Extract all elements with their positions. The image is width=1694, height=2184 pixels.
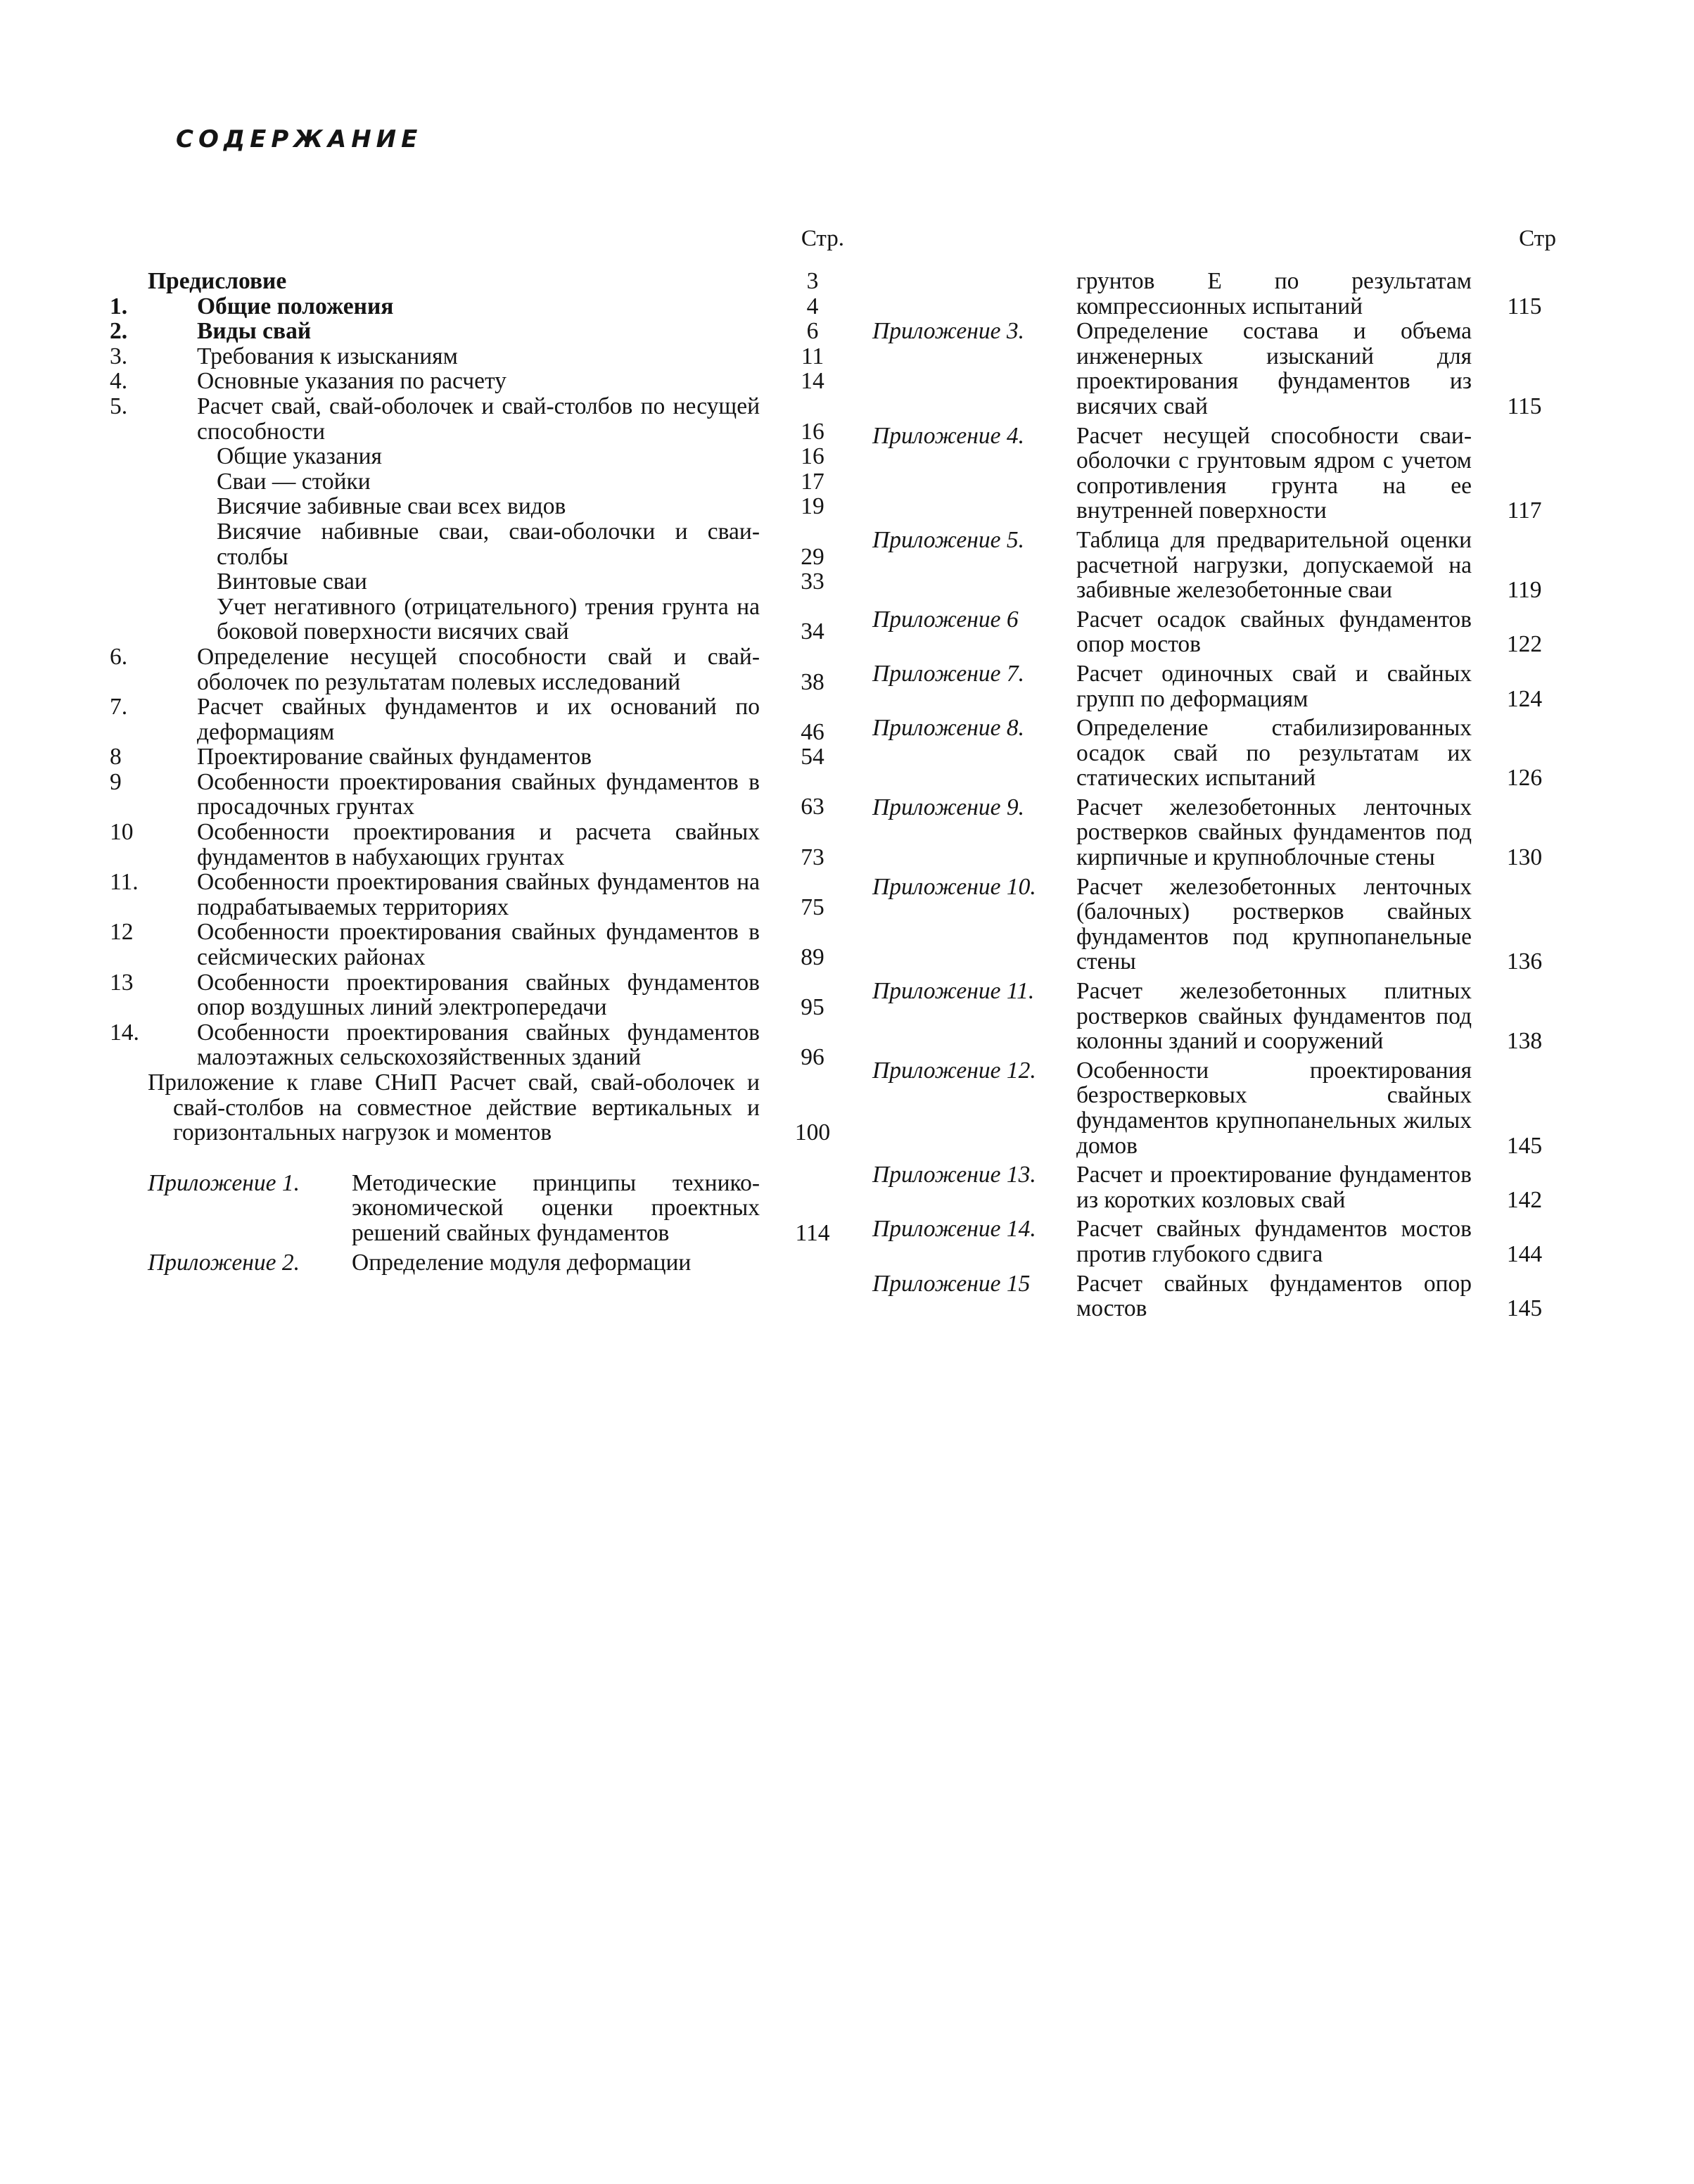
toc-appendix-title: Методические принципы технико-экономической оценки проектных решений свайных фундаментов — [352, 1169, 760, 1246]
toc-appendix-label: Приложение 8. — [872, 715, 1024, 742]
toc-entry-title: Приложение к главе СНиП Расчет свай, свай-оболочек и свай-столбов на совместное действие вертикальных и горизонтальных нагрузок и моментов — [148, 1069, 760, 1146]
toc-page-number: 29 — [801, 543, 824, 570]
toc-right-column — [872, 227, 1556, 1326]
toc-entry-number: 5. — [110, 393, 128, 419]
toc-entry — [110, 819, 844, 870]
toc-entry — [110, 744, 844, 770]
toc-entry — [110, 969, 844, 1021]
toc-entry-title: Сваи — стойки — [217, 468, 371, 495]
toc-entry-body — [110, 318, 760, 345]
toc-appendix-title: Расчет свайных фундаментов опор мостов — [1076, 1270, 1472, 1322]
toc-page-number: 3 — [806, 268, 819, 294]
toc-entry-title: Определение несущей способности свай и свай-оболочек по результатам полевых исследований — [197, 643, 760, 695]
toc-entry-body — [110, 1019, 760, 1071]
toc-appendix-list — [872, 319, 1556, 1321]
toc-entry-body — [110, 343, 760, 369]
toc-appendix-label: Приложение 6 — [872, 606, 1019, 633]
toc-appendix-entry — [872, 424, 1556, 523]
toc-entry-number: 13 — [110, 969, 134, 996]
toc-entry-body — [110, 393, 760, 445]
toc-appendix-entry — [872, 528, 1556, 603]
toc-appendix-label: Приложение 11. — [872, 978, 1035, 1005]
toc-appendix-entry — [872, 661, 1556, 711]
toc-left-column — [110, 226, 844, 1279]
toc-page-number: 96 — [801, 1044, 824, 1071]
toc-appendix-label: Приложение 2. — [148, 1249, 300, 1276]
toc-appendix-entry — [872, 1271, 1556, 1321]
toc-page-number: 17 — [801, 468, 824, 495]
toc-page-number: 130 — [1506, 844, 1543, 871]
toc-appendix-title: Расчет и проектирование фундаментов из коротких козловых свай — [1076, 1162, 1472, 1213]
toc-entry-title: Особенности проектирования свайных фундаментов опор воздушных линий электропередачи — [197, 969, 760, 1021]
toc-entry — [110, 318, 844, 345]
toc-entry-body — [110, 368, 760, 395]
toc-entry-title: Висячие набивные сваи, сваи-оболочки и сваи-столбы — [217, 518, 760, 570]
toc-entry-body — [110, 869, 760, 920]
toc-entry-title: Особенности проектирования свайных фундаментов малоэтажных сельскохозяйственных зданий — [197, 1019, 760, 1071]
toc-entry-body — [148, 1070, 760, 1145]
toc-appendix-entry — [872, 979, 1556, 1054]
toc-page-number: 126 — [1506, 765, 1543, 792]
toc-entry-title: Винтовые сваи — [217, 569, 367, 595]
toc-appendix-title: Определение модуля деформации — [352, 1249, 692, 1276]
page-column-label: Стр — [1519, 226, 1556, 251]
toc-entry-number: 2. — [110, 318, 128, 345]
toc-entry — [110, 393, 844, 445]
toc-appendix-label: Приложение 12. — [872, 1057, 1036, 1084]
toc-appendix-label: Приложение 3. — [872, 318, 1024, 345]
toc-entry — [110, 643, 844, 695]
toc-entry — [148, 444, 844, 469]
toc-entry-title: Требования к изысканиям — [197, 343, 458, 369]
toc-appendix-title: Расчет несущей способности сваи-оболочки с грунтовым ядром с учетом сопротивления грунта на ее внутренней поверхности — [1076, 422, 1472, 524]
toc-page-number: 19 — [801, 493, 824, 520]
toc-page-number: 11 — [801, 343, 824, 369]
toc-appendix-label: Приложение 10. — [872, 873, 1036, 900]
toc-appendix-title: Расчет одиночных свай и свайных групп по деформациям — [1076, 660, 1472, 712]
toc-entry-title: Особенности проектирования свайных фундаментов в сейсмических районах — [197, 919, 760, 971]
toc-entry-body — [110, 293, 760, 319]
toc-appendix-title: Расчет железобетонных ленточных (балочных) ростверков свайных фундаментов под крупнопанельные стены — [1076, 873, 1472, 975]
toc-entry — [110, 694, 844, 745]
toc-appendix-title: Расчет железобетонных ленточных ростверков свайных фундаментов под кирпичные и крупноблочные стены — [1076, 794, 1472, 871]
toc-entry — [110, 869, 844, 920]
toc-page-number: 124 — [1506, 685, 1543, 712]
toc-entry-body — [148, 519, 760, 569]
toc-right-header — [872, 227, 1556, 269]
toc-page-number: 4 — [806, 293, 819, 319]
toc-entry-title: Особенности проектирования и расчета свайных фундаментов в набухающих грунтах — [197, 819, 760, 870]
toc-entry-body — [110, 768, 760, 820]
toc-appendix-entry — [872, 1162, 1556, 1212]
toc-entry-title: Особенности проектирования свайных фундаментов в просадочных грунтах — [197, 768, 760, 820]
toc-entry-number: 12 — [110, 919, 134, 946]
toc-entry-number: 6. — [110, 643, 128, 670]
toc-entry-title: Расчет свай, свай-оболочек и свай-столбов по несущей способности — [197, 393, 760, 445]
toc-appendix-entry — [872, 875, 1556, 974]
toc-page-number: 16 — [801, 443, 824, 470]
toc-entry-title: Общие положения — [197, 293, 394, 319]
toc-entry-title: Общие указания — [217, 443, 382, 470]
toc-entry — [148, 569, 844, 595]
toc-entry-number: 7. — [110, 694, 128, 720]
toc-entry-body — [148, 494, 760, 519]
toc-entry-body — [110, 744, 760, 770]
toc-appendix-title: Особенности проектирования безростверковых свайных фундаментов крупнопанельных жилых домов — [1076, 1057, 1472, 1159]
toc-entry-title: Основные указания по расчету — [197, 368, 507, 395]
toc-entry-number: 10 — [110, 819, 134, 846]
toc-page-number: 95 — [801, 994, 824, 1021]
toc-continuation-text: грунтов E по результатам компрессионных испытаний — [1076, 268, 1472, 319]
toc-page-number: 100 — [794, 1119, 831, 1146]
toc-entry — [148, 519, 844, 569]
toc-appendix-title: Расчет железобетонных плитных ростверков свайных фундаментов под колонны зданий и сооружений — [1076, 978, 1472, 1055]
toc-appendix-entry — [148, 1171, 844, 1246]
toc-appendix-label: Приложение 13. — [872, 1162, 1036, 1188]
toc-page-number: 38 — [801, 668, 824, 695]
toc-appendix-label: Приложение 7. — [872, 660, 1024, 687]
toc-appendix-list — [148, 1171, 844, 1275]
toc-page-number: 122 — [1506, 631, 1543, 658]
toc-page-number: 33 — [801, 569, 824, 595]
toc-page-number: 136 — [1506, 948, 1543, 975]
toc-appendix-entry — [872, 795, 1556, 870]
toc-appendix-title: Расчет осадок свайных фундаментов опор мостов — [1076, 606, 1472, 658]
toc-page-number: 16 — [801, 418, 824, 445]
toc-entry-body — [110, 694, 760, 745]
toc-appendix-label: Приложение 4. — [872, 422, 1024, 449]
toc-appendix-entry — [148, 1250, 844, 1276]
toc-entry-title: Особенности проектирования свайных фундаментов на подрабатываемых территориях — [197, 869, 760, 920]
toc-left-header — [148, 227, 844, 269]
toc-page-number: 117 — [1507, 497, 1542, 524]
toc-entry-number: 9 — [110, 768, 122, 795]
toc-entry-title: Предисловие — [148, 268, 287, 294]
toc-page-number: 14 — [801, 368, 824, 395]
toc-page-number: 54 — [801, 744, 824, 770]
toc-entry-body — [110, 643, 760, 695]
toc-appendix-entry — [872, 716, 1556, 791]
toc-entry — [148, 494, 844, 519]
toc-appendix-title: Определение состава и объема инженерных изысканий для проектирования фундаментов из висячих свай — [1076, 318, 1472, 419]
toc-entry-body — [148, 569, 760, 595]
toc-page-number: 119 — [1507, 577, 1542, 604]
toc-entry-body — [148, 269, 760, 294]
toc-entry-body — [110, 819, 760, 870]
toc-entry — [148, 469, 844, 495]
toc-page-number: 142 — [1506, 1186, 1543, 1213]
toc-entry-number: 11. — [110, 869, 139, 896]
toc-entry — [148, 269, 844, 294]
toc-page-number: 75 — [801, 894, 824, 920]
toc-continuation — [872, 269, 1556, 319]
toc-page-number: 144 — [1506, 1240, 1543, 1267]
toc-entry-body — [148, 469, 760, 495]
toc-appendix-title: Таблица для предварительной оценки расчетной нагрузки, допускаемой на забивные железобетонные сваи — [1076, 526, 1472, 604]
toc-entry — [110, 293, 844, 319]
toc-page-number: 115 — [1507, 293, 1542, 319]
toc-appendix-entry — [872, 319, 1556, 419]
toc-entry-title: Расчет свайных фундаментов и их оснований по деформациям — [197, 694, 760, 745]
toc-entry-body — [110, 969, 760, 1021]
toc-entry — [110, 919, 844, 971]
toc-entry — [110, 768, 844, 820]
toc-page-number: 114 — [795, 1219, 830, 1246]
toc-entry-title: Учет негативного (отрицательного) трения грунта на боковой поверхности висячих свай — [217, 593, 760, 645]
toc-appendix-label: Приложение 14. — [872, 1216, 1036, 1243]
page-title: СОДЕРЖАНИЕ — [176, 125, 423, 153]
toc-page-number: 89 — [801, 944, 824, 971]
toc-entry-body — [110, 919, 760, 971]
toc-entry-number: 3. — [110, 343, 128, 369]
toc-entry-body — [148, 444, 760, 469]
toc-appendix-entry — [872, 607, 1556, 657]
toc-appendix-entry — [872, 1217, 1556, 1266]
toc-page-number: 63 — [801, 794, 824, 820]
toc-entry-number: 4. — [110, 368, 128, 395]
toc-page-number: 34 — [801, 618, 824, 645]
toc-page-number: 6 — [806, 318, 819, 345]
toc-page-number: 145 — [1506, 1295, 1543, 1322]
toc-page-number: 46 — [801, 718, 824, 745]
toc-entry-title: Проектирование свайных фундаментов — [197, 744, 592, 770]
toc-appendix-label: Приложение 15 — [872, 1270, 1031, 1297]
toc-appendix-label: Приложение 5. — [872, 526, 1024, 553]
toc-entry-number: 14. — [110, 1019, 139, 1046]
toc-page-number: 145 — [1506, 1132, 1543, 1159]
toc-appendix-entry — [872, 1058, 1556, 1158]
toc-page-number: 73 — [801, 844, 824, 870]
toc-entry — [110, 1019, 844, 1071]
page-column-label: Стр. — [801, 226, 844, 251]
toc-page-number: 115 — [1507, 393, 1542, 419]
toc-appendix-label: Приложение 9. — [872, 794, 1024, 820]
toc-entry-number: 1. — [110, 293, 128, 319]
toc-entry — [148, 1070, 844, 1145]
toc-appendix-label: Приложение 1. — [148, 1169, 300, 1196]
toc-entry-list — [110, 268, 844, 1146]
toc-entry — [148, 595, 844, 645]
toc-entry-title: Висячие забивные сваи всех видов — [217, 493, 566, 520]
toc-appendix-title: Определение стабилизированных осадок свай по результатам их статических испытаний — [1076, 715, 1472, 792]
toc-page-number: 138 — [1506, 1028, 1543, 1055]
toc-entry-body — [148, 595, 760, 645]
toc-entry-title: Виды свай — [197, 318, 312, 345]
toc-appendix-title: Расчет свайных фундаментов мостов против глубокого сдвига — [1076, 1216, 1472, 1267]
toc-entry — [110, 368, 844, 395]
toc-entry — [110, 343, 844, 369]
toc-entry-number: 8 — [110, 744, 122, 770]
